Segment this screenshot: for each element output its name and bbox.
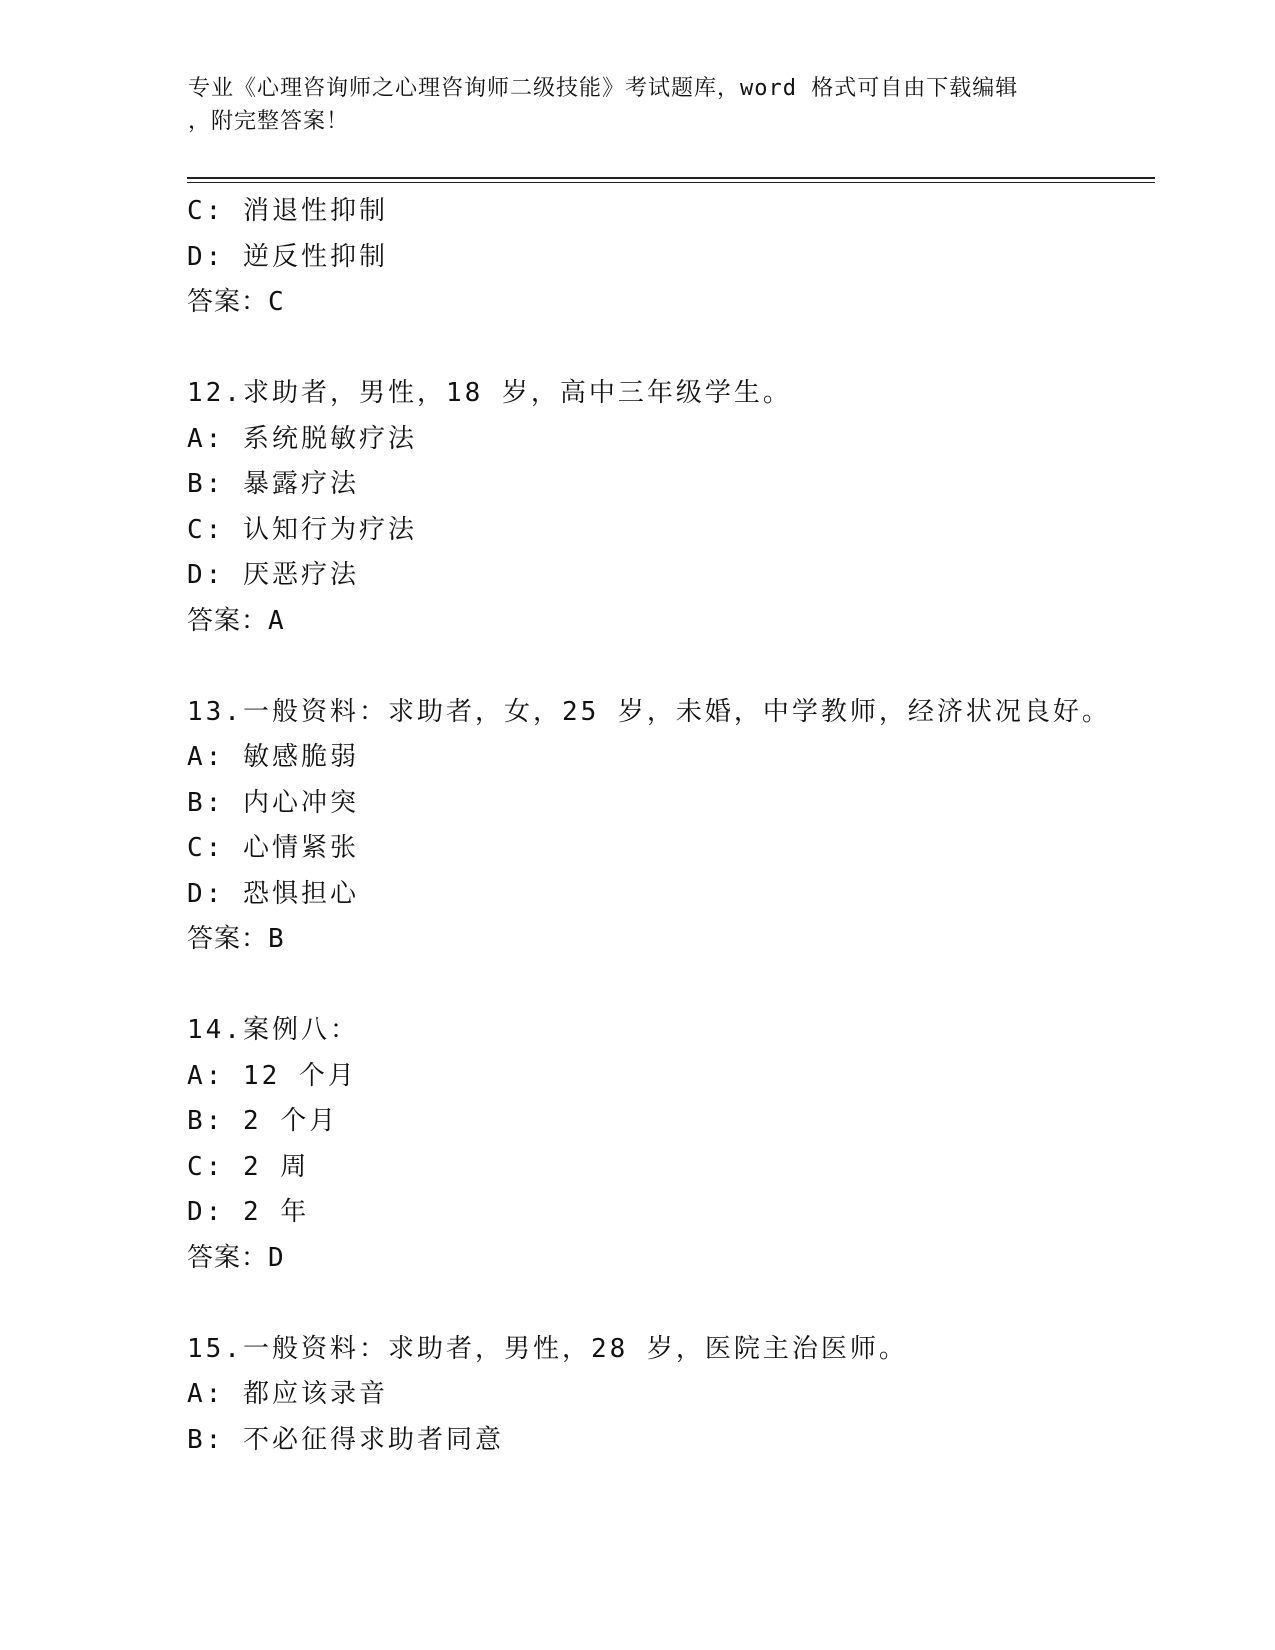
question-15-stem: 15.一般资料：求助者，男性，28 岁，医院主治医师。 <box>187 1333 908 1364</box>
answer-line: 答案：D <box>187 1242 285 1273</box>
option-c: C: 消退性抑制 <box>187 196 388 226</box>
option-d: D: 恐惧担心 <box>187 878 359 909</box>
answer-line: 答案：B <box>187 924 285 954</box>
option-c: C: 心情紧张 <box>187 833 359 863</box>
answer-line: 答案：A <box>187 605 285 636</box>
question-13-stem: 13.一般资料：求助者，女，25 岁，未婚，中学教师，经济状况良好。 <box>187 696 1111 727</box>
header-line-1: 专业《心理咨询师之心理咨询师二级技能》考试题库，word 格式可自由下载编辑 <box>188 76 1019 101</box>
option-b: B: 不必征得求助者同意 <box>187 1424 504 1455</box>
option-a: A: 都应该录音 <box>187 1379 388 1409</box>
spacer <box>187 644 1155 690</box>
spacer <box>187 963 1155 1009</box>
option-a: A: 12 个月 <box>187 1060 357 1091</box>
option-d: D: 厌恶疗法 <box>187 560 359 590</box>
option-a: A: 敏感脆弱 <box>187 742 359 772</box>
option-b: B: 2 个月 <box>187 1106 339 1136</box>
header-divider-thin <box>187 182 1155 183</box>
option-c: C: 2 周 <box>187 1151 310 1182</box>
document-header <box>188 72 1068 138</box>
spacer <box>187 326 1155 372</box>
spacer <box>187 1281 1155 1327</box>
question-14-stem: 14.案例八： <box>187 1015 359 1045</box>
answer-line: 答案：C <box>187 287 285 317</box>
header-divider-thick <box>187 177 1155 179</box>
option-b: B: 内心冲突 <box>187 787 359 818</box>
option-c: C: 认知行为疗法 <box>187 514 417 545</box>
header-line-2: ，附完整答案！ <box>188 109 350 134</box>
option-a: A: 系统脱敏疗法 <box>187 423 417 454</box>
question-12-stem: 12.求助者，男性，18 岁，高中三年级学生。 <box>187 378 792 408</box>
option-d: D: 逆反性抑制 <box>187 241 388 272</box>
option-d: D: 2 年 <box>187 1197 310 1227</box>
question-list <box>187 189 1155 1463</box>
option-b: B: 暴露疗法 <box>187 469 359 499</box>
